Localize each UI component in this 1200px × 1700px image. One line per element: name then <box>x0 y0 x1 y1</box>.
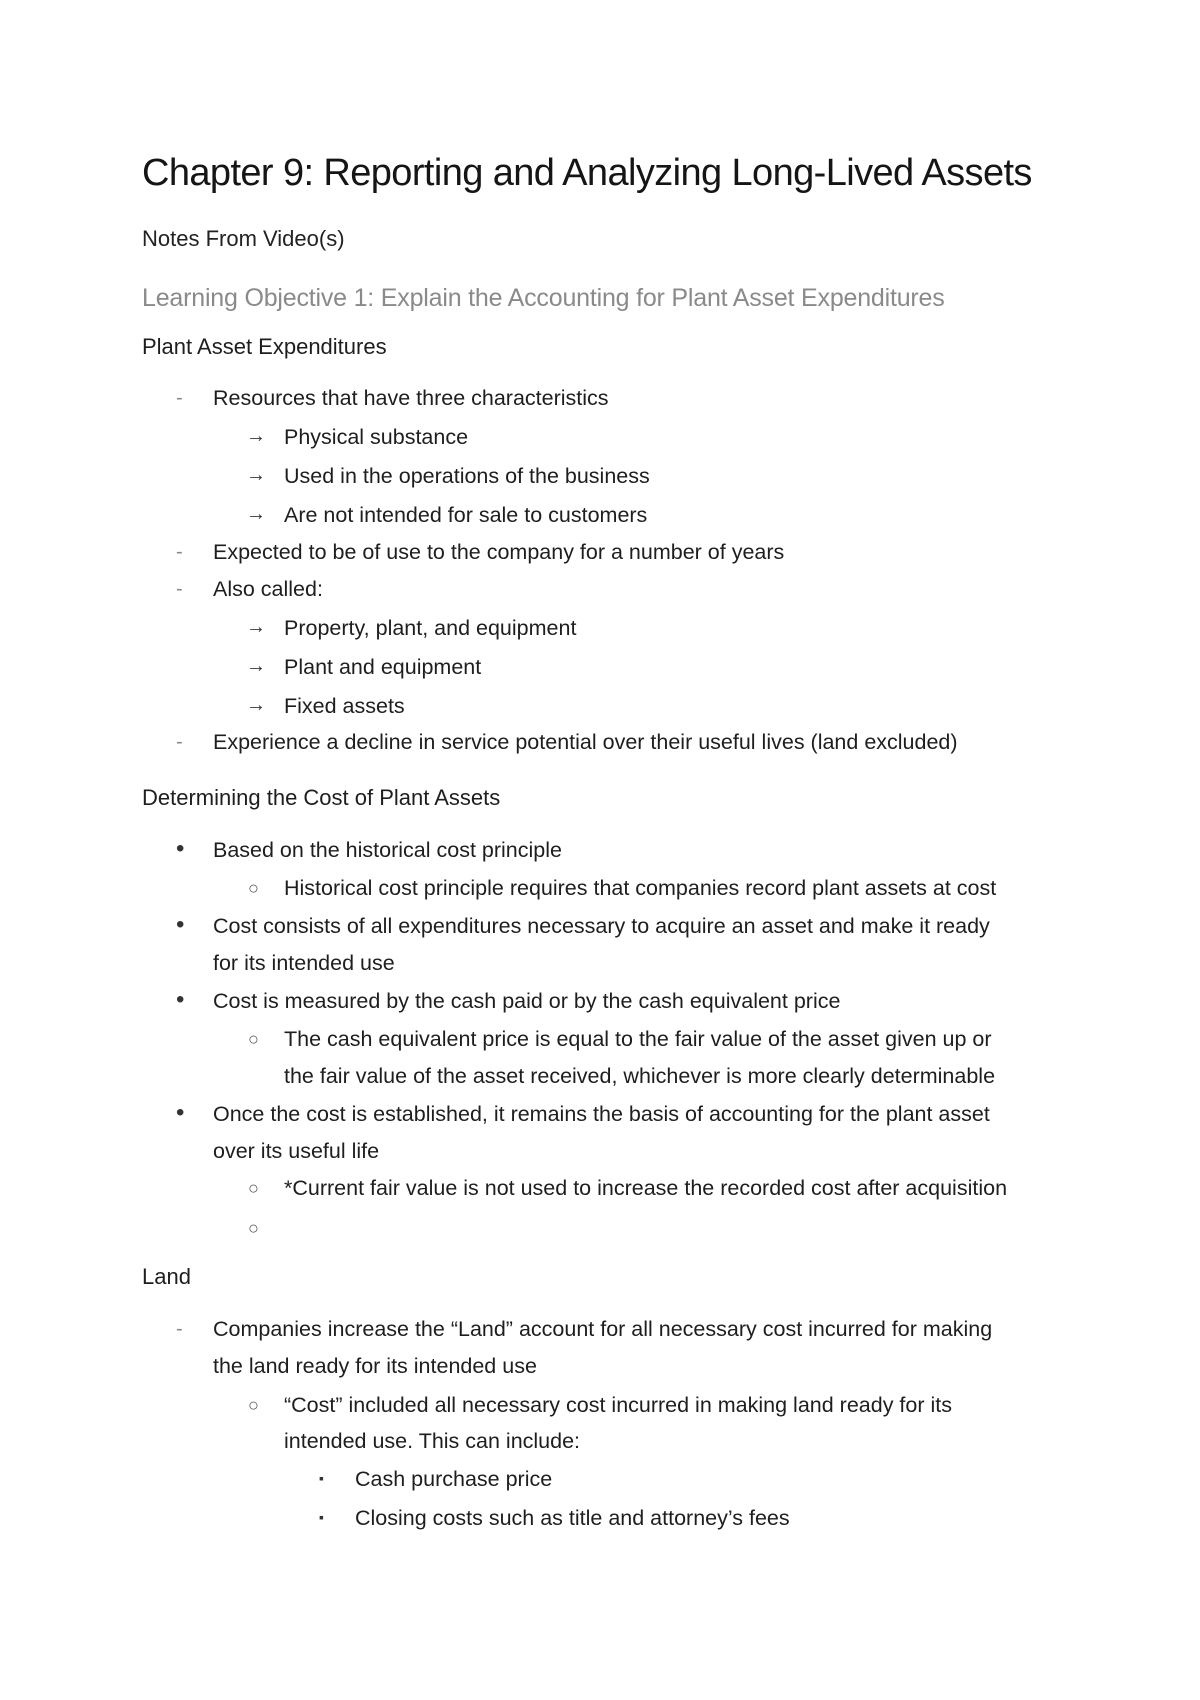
list-item: Used in the operations of the business <box>284 464 650 488</box>
circle-marker: ○ <box>248 1029 259 1049</box>
list-item: Once the cost is established, it remains the basis of accounting for the plant asset <box>213 1102 990 1126</box>
arrow-marker: → <box>246 694 266 716</box>
bullet-marker: • <box>176 835 185 862</box>
list-item: Fixed assets <box>284 694 405 718</box>
list-item-continuation: over its useful life <box>213 1139 380 1163</box>
bullet-marker: • <box>176 1099 185 1126</box>
list-item: Closing costs such as title and attorney’s fees <box>355 1506 790 1530</box>
list-item-continuation: the land ready for its intended use <box>213 1354 537 1378</box>
list-item: Expected to be of use to the company for a number of years <box>213 540 785 564</box>
square-marker: ▪ <box>319 1470 324 1486</box>
arrow-marker: → <box>246 655 266 677</box>
square-marker: ▪ <box>319 1509 324 1525</box>
list-item-continuation: the fair value of the asset received, whichever is more clearly determinable <box>284 1064 996 1088</box>
arrow-marker: → <box>246 425 266 447</box>
list-item: Also called: <box>213 577 323 601</box>
learning-objective-heading: Learning Objective 1: Explain the Accounting for Plant Asset Expenditures <box>142 284 945 312</box>
list-item: *Current fair value is not used to increase the recorded cost after acquisition <box>284 1176 1008 1200</box>
list-item: The cash equivalent price is equal to the fair value of the asset given up or <box>284 1027 992 1051</box>
list-item: Resources that have three characteristics <box>213 386 609 410</box>
arrow-marker: → <box>246 464 266 486</box>
list-item: “Cost” included all necessary cost incurred in making land ready for its <box>284 1393 952 1417</box>
list-item-continuation: intended use. This can include: <box>284 1429 581 1453</box>
dash-marker: - <box>176 387 183 409</box>
list-item: Are not intended for sale to customers <box>284 503 648 527</box>
list-item: Based on the historical cost principle <box>213 838 562 862</box>
list-item: Experience a decline in service potential over their useful lives (land excluded) <box>213 730 958 754</box>
circle-marker: ○ <box>248 1178 259 1198</box>
section-heading-determining-cost: Determining the Cost of Plant Assets <box>142 785 501 810</box>
section-heading-plant-asset-expenditures: Plant Asset Expenditures <box>142 334 387 359</box>
dash-marker: - <box>176 1318 183 1340</box>
list-item: Historical cost principle requires that companies record plant assets at cost <box>284 876 997 900</box>
circle-marker: ○ <box>248 878 259 898</box>
dash-marker: - <box>176 578 183 600</box>
list-item: Plant and equipment <box>284 655 482 679</box>
arrow-marker: → <box>246 616 266 638</box>
list-item: Cost consists of all expenditures necessary to acquire an asset and make it ready <box>213 914 990 938</box>
section-heading-land: Land <box>142 1264 191 1289</box>
circle-marker: ○ <box>248 1395 259 1415</box>
list-item: Cost is measured by the cash paid or by the cash equivalent price <box>213 989 841 1013</box>
dash-marker: - <box>176 731 183 753</box>
notes-subtitle: Notes From Video(s) <box>142 226 345 251</box>
list-item: Property, plant, and equipment <box>284 616 577 640</box>
bullet-marker: • <box>176 911 185 938</box>
chapter-title: Chapter 9: Reporting and Analyzing Long-Lived Assets <box>142 152 1032 194</box>
dash-marker: - <box>176 541 183 563</box>
list-item: Companies increase the “Land” account for all necessary cost incurred for making <box>213 1317 993 1341</box>
arrow-marker: → <box>246 503 266 525</box>
bullet-marker: • <box>176 986 185 1013</box>
list-item-continuation: for its intended use <box>213 951 395 975</box>
circle-marker: ○ <box>248 1218 259 1238</box>
list-item: Physical substance <box>284 425 469 449</box>
list-item: Cash purchase price <box>355 1467 553 1491</box>
